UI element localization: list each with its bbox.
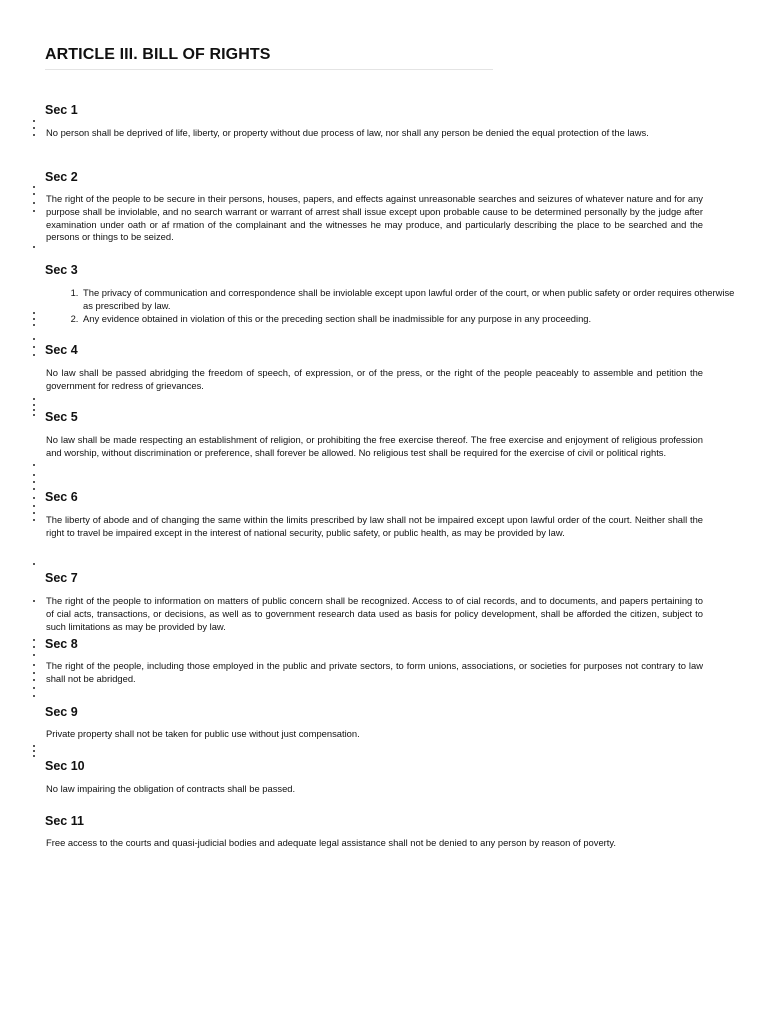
section-10-heading: Sec 10 (45, 759, 85, 773)
section-3-heading: Sec 3 (45, 263, 78, 277)
margin-dot (33, 505, 35, 507)
margin-dot (33, 210, 35, 212)
margin-dot (33, 654, 35, 656)
margin-dot (33, 193, 35, 195)
margin-dot (33, 354, 35, 356)
section-4-text: No law shall be passed abridging the freedom of speech, of expression, or of the press, or the right of the people peaceably to assemble and petition the government for redress of grievances. (46, 367, 703, 391)
margin-dot (33, 512, 35, 514)
margin-dot (33, 312, 35, 314)
margin-dot (33, 755, 35, 757)
section-3-item-2: 2. Any evidence obtained in violation of this or the preceding section shall be inadmissible for any purpose in any proceeding. (81, 313, 738, 326)
section-6-text: The liberty of abode and of changing the same within the limits prescribed by law shall not be impaired except upon lawful order of the court. Neither shall the right to travel be impaired except in the interest of national security, public safety, or public health, as may be provided by law. (46, 514, 703, 538)
margin-dot (33, 474, 35, 476)
margin-dot (33, 346, 35, 348)
section-2-heading: Sec 2 (45, 170, 78, 184)
margin-dot (33, 745, 35, 747)
margin-dot (33, 600, 35, 602)
margin-dot (33, 409, 35, 411)
margin-dot (33, 750, 35, 752)
section-10-text: No law impairing the obligation of contracts shall be passed. (46, 783, 296, 794)
margin-dot (33, 563, 35, 565)
section-11-heading: Sec 11 (45, 814, 84, 828)
margin-dot (33, 488, 35, 490)
section-4-heading: Sec 4 (45, 343, 78, 357)
margin-dot (33, 414, 35, 416)
margin-dot (33, 672, 35, 674)
title-divider (45, 69, 493, 70)
margin-dot (33, 687, 35, 689)
margin-dot (33, 464, 35, 466)
margin-dot (33, 639, 35, 641)
margin-dot (33, 318, 35, 320)
margin-dot (33, 338, 35, 340)
section-5-text: No law shall be made respecting an establishment of religion, or prohibiting the free exercise thereof. The free exercise and enjoyment of religious profession and worship, without discrimination or preference, shall forever be allowed. No religious test shall be required for the exercise of civil or political rights. (46, 434, 703, 458)
section-1-heading: Sec 1 (45, 103, 78, 117)
section-7-heading: Sec 7 (45, 571, 78, 585)
margin-dot (33, 695, 35, 697)
section-3-list (46, 287, 738, 325)
margin-dot (33, 246, 35, 248)
section-1-text: No person shall be deprived of life, liberty, or property without due process of law, nor shall any person be denied the equal protection of the laws. (46, 127, 649, 138)
margin-dot (33, 646, 35, 648)
margin-dot (33, 134, 35, 136)
document-title: ARTICLE III. BILL OF RIGHTS (45, 46, 271, 63)
margin-dot (33, 404, 35, 406)
section-9-text: Private property shall not be taken for public use without just compensation. (46, 728, 360, 739)
section-2-text: The right of the people to be secure in their persons, houses, papers, and effects against unreasonable searches and seizures of whatever nature and for any purpose shall be inviolable, and no search warrant or warrant of arrest shall issue except upon probable cause to be determined personally by the judge after examination under oath or af rmation of the complainant and the witnesses he may produce, and particularly describing the place to be searched and the persons or things to be seized. (46, 193, 703, 243)
margin-dot (33, 481, 35, 483)
section-7-text: The right of the people to information on matters of public concern shall be recognized. Access to of cial records, and to documents, and papers pertaining to of cial acts, transactions, or decisions, as well as to government research data used as basis for policy development, shall be afforded the citizen, subject to such limitations as may be provided by law. (46, 595, 703, 632)
section-3-item-1: 1. The privacy of communication and correspondence shall be inviolable except upon lawful order of the court, or when public safety or order requires otherwise as prescribed by law. (81, 287, 738, 313)
section-9-heading: Sec 9 (45, 705, 78, 719)
margin-dot (33, 324, 35, 326)
margin-dot (33, 120, 35, 122)
section-8-heading: Sec 8 (45, 637, 78, 651)
margin-dot (33, 186, 35, 188)
section-6-heading: Sec 6 (45, 490, 78, 504)
margin-dot (33, 664, 35, 666)
margin-dot (33, 202, 35, 204)
margin-dot (33, 398, 35, 400)
margin-dot (33, 519, 35, 521)
margin-dot (33, 497, 35, 499)
section-8-text: The right of the people, including those employed in the public and private sectors, to form unions, associations, or societies for purposes not contrary to law shall not be abridged. (46, 660, 703, 684)
section-5-heading: Sec 5 (45, 410, 78, 424)
margin-dot (33, 679, 35, 681)
margin-dot (33, 127, 35, 129)
section-11-text: Free access to the courts and quasi-judicial bodies and adequate legal assistance shall not be denied to any person by reason of poverty. (46, 837, 616, 848)
